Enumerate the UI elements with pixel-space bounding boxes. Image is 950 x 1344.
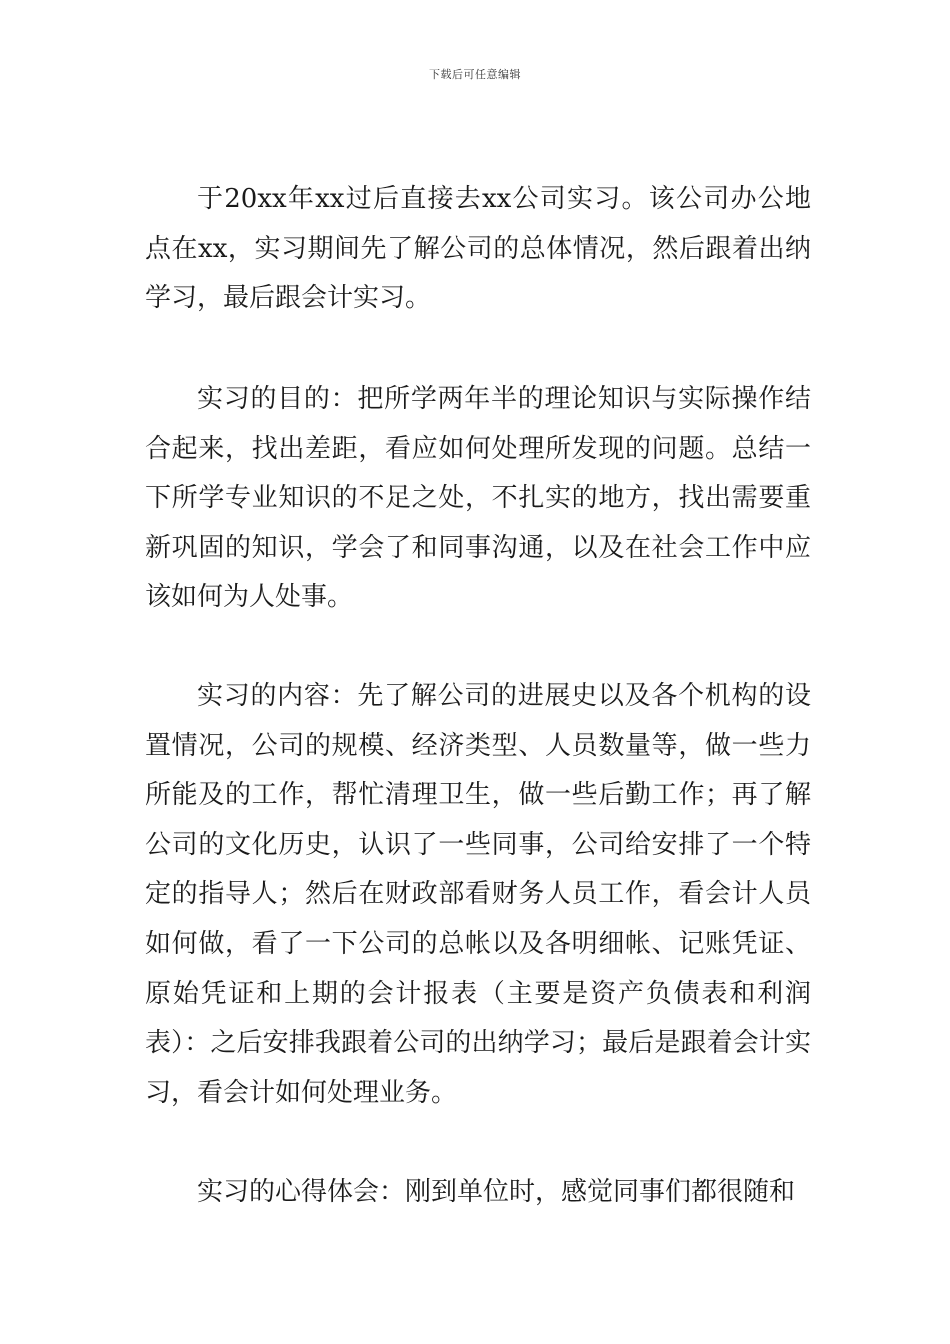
paragraph-internship-purpose: 实习的目的：把所学两年半的理论知识与实际操作结合起来，找出差距，看应如何处理所发现的问题。总结一下所学专业知识的不足之处，不扎实的地方，找出需要重新巩固的知识，学会了和同事沟通，以及在社会工作中应该如何为人处事。 [145,384,811,613]
page-header-note: 下载后可任意编辑 [429,68,521,81]
paragraph-internship-overview: 于20xx年xx过后直接去xx公司实习。该公司办公地点在xx，实习期间先了解公司的总体情况，然后跟着出纳学习，最后跟会计实习。 [145,184,811,314]
paragraph-internship-content: 实习的内容：先了解公司的进展史以及各个机构的设置情况，公司的规模、经济类型、人员数量等，做一些力所能及的工作，帮忙清理卫生，做一些后勤工作；再了解公司的文化历史，认识了一些同事，公司给安排了一个特定的指导人；然后在财政部看财务人员工作，看会计人员如何做，看了一下公司的总帐以及各明细帐、记账凭证、原始凭证和上期的会计报表（主要是资产负债表和利润表）：之后安排我跟着公司的出纳学习；最后是跟着会计实习，看会计如何处理业务。 [145,681,811,1108]
paragraph-internship-reflection: 实习的心得体会：刚到单位时，感觉同事们都很随和 [197,1177,796,1207]
